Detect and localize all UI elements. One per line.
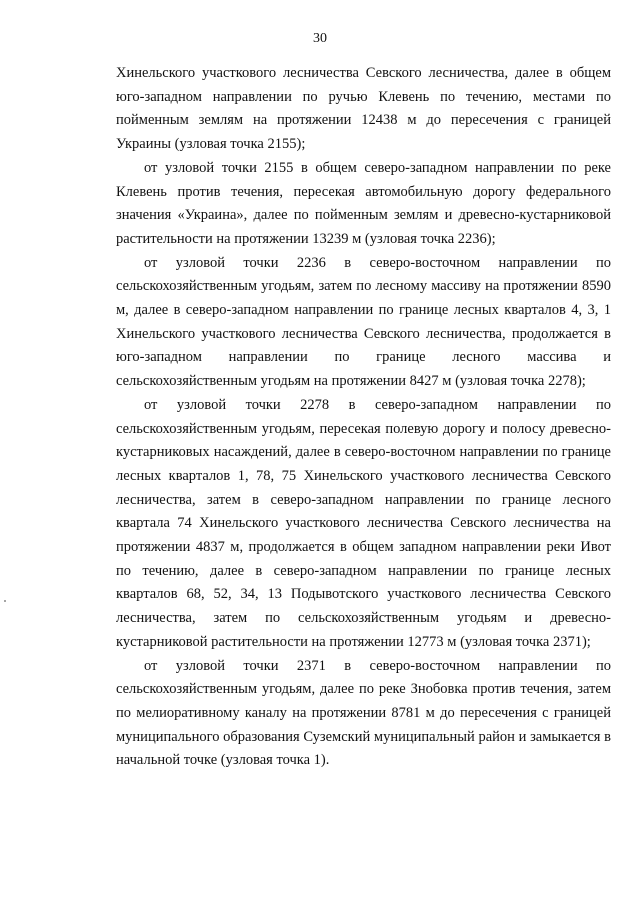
paragraph-point-2278: от узловой точки 2278 в северо-западном направлении по сельскохозяйственным угодьям, пересекая полевую дорогу и полосу древесно-кустарниковых насаждений, далее в северо-восточном направлении по границе лесных кварталов 1, 78, 75 Хинельского участкового лесничества Севского лесничества, затем в северо-западном направлении по границе лесного квартала 74 Хинельского участкового лесничества Севского лесничества на протяжении 4837 м, продолжается в общем западном направлении реки Ивот по течению, далее в северо-западном направлении по границе лесных кварталов 68, 52, 34, 13 Подывотского участкового лесничества Севского лесничества, затем по сельскохозяйственным угодьям и древесно-кустарниковой растительности на протяжении 12773 м (узловая точка 2371);: [116, 396, 611, 650]
page-number: 30: [313, 31, 327, 46]
scan-margin-mark: [4, 600, 6, 602]
paragraph-point-2371: от узловой точки 2371 в северо-восточном направлении по сельскохозяйственным угодьям, далее по реке Знобовка против течения, затем по мелиоративному каналу на протяжении 8781 м до пересечения с границей муниципального образования Суземский муниципальный район и замыкается в начальной точке (узловая точка 1).: [116, 657, 611, 769]
paragraph-point-2236: от узловой точки 2236 в северо-восточном направлении по сельскохозяйственным угодьям, затем по лесному массиву на протяжении 8590 м, далее в северо-западном направлении по границе лесных кварталов 4, 3, 1 Хинельского участкового лесничества Севского лесничества, продолжается в юго-западном направлении по границе лесного массива и сельскохозяйственным угодьям на протяжении 8427 м (узловая точка 2278);: [116, 254, 611, 390]
paragraph-point-2155: от узловой точки 2155 в общем северо-западном направлении по реке Клевень против течения, пересекая автомобильную дорогу федерального значения «Украина», далее по пойменным землям и древесно-кустарниковой растительности на протяжении 13239 м (узловая точка 2236);: [116, 159, 611, 247]
paragraph-continuation: Хинельского участкового лесничества Севского лесничества, далее в общем юго-западном направлении по ручью Клевень по течению, местами по пойменным землям на протяжении 12438 м до пересечения с границей Украины (узловая точка 2155);: [116, 65, 611, 153]
body-text: [116, 62, 611, 773]
